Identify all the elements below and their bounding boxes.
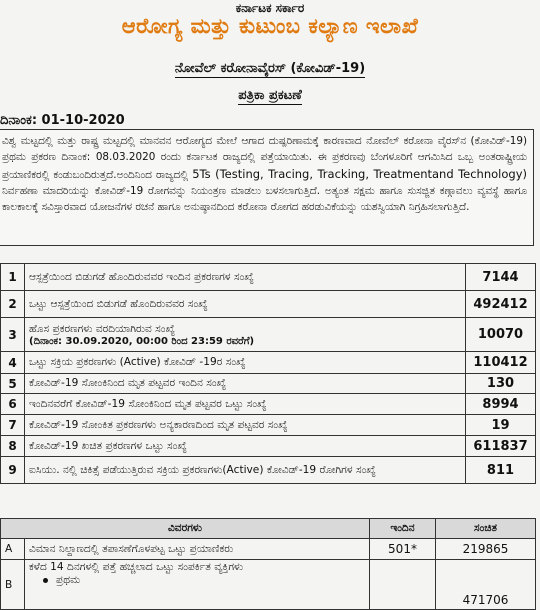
stats-row-value: 8994 (466, 394, 536, 415)
press-release-heading (0, 88, 540, 103)
details-row-label: ವಿಮಾನ ನಿಲ್ದಾಣದಲ್ಲಿ ತಪಾಸಣೆಗೊಳಪಟ್ಟ ಒಟ್ಟು ಪ್ರಯಾಣಿಕರು (25, 539, 370, 560)
stats-row-number: 2 (1, 291, 25, 318)
details-header: ವಿವರಗಳು (1, 519, 370, 539)
intro-english-5ts: 5Ts (Testing, Tracing, Tracking, Treatmentand Technology) (192, 166, 527, 181)
stats-row-label: ಐಸಿಯು. ನಲ್ಲಿ ಚಿಕಿತ್ಸೆ ಪಡೆಯುತ್ತಿರುವ ಸಕ್ರಿಯ ಪ್ರಕರಣಗಳು(Active) ಕೋವಿಡ್-19 ರೋಗಿಗಳ ಸಂಖ್ಯೆ (25, 457, 466, 484)
stats-row (1, 264, 536, 291)
details-row-letter: B (1, 560, 25, 610)
details-row (1, 560, 536, 610)
bullet-item (43, 574, 365, 587)
stats-row-number: 4 (1, 352, 25, 374)
details-row-total: 219865 (436, 539, 536, 560)
intro-part2: ನಿರ್ವಹಣಾ ಮಾದರಿಯನ್ನು ಕೋವಿಡ್-19 ರೋಗವನ್ನು ನಿಯಂತ್ರಣ ಮಾಡಲು ಬಳಸಲಾಗುತ್ತಿದೆ. ಅತ್ಯಂತ ಸಕ್ಷಮ ಹಾಗೂ ಸುಸಜ್ಜಿತ ಕಣ್ಗಾವಲು ವ್ಯವಸ್ಥೆ ಹಾಗೂ ಕಾಲಕಾಲಕ್ಕೆ ಸವಿಸ್ತಾರವಾದ ಯೋಜನೆಗಳ ರಚನೆ ಹಾಗೂ ಅನುಷ್ಠಾನದಿಂದ ಕರೋನಾ ರೋಗದ ಹರಡುವಿಕೆಯನ್ನು ಯಶಸ್ವಿಯಾಗಿ ನಿಗ್ರಹಿಸಲಾಗುತ್ತಿದೆ. (2, 184, 527, 214)
stats-row (1, 457, 536, 484)
bullet-icon (43, 578, 48, 583)
stats-row-label: ಒಟ್ಟು ಸಕ್ರಿಯ ಪ್ರಕರಣಗಳು (Active) ಕೋವಿಡ್ -19ರ ಸಂಖ್ಯೆ (25, 352, 466, 374)
details-row-label: ಕಳೆದ 14 ದಿನಗಳಲ್ಲಿ ಪತ್ತೆ ಹಚ್ಚಲಾದ ಒಟ್ಟು ಸಂಪರ್ಕಿತ ವ್ಯಕ್ತಿಗಳು (29, 561, 244, 573)
covid-subtitle-text: ನೋವೆಲ್ ಕರೋನಾವೈರಸ್ (ಕೋವಿಡ್-19) (174, 61, 366, 76)
stats-row-label: ಒಟ್ಟು ಆಸ್ಪತ್ರೆಯಿಂದ ಬಿಡುಗಡೆ ಹೊಂದಿರುವವರ ಸಂಖ್ಯೆ (25, 291, 466, 318)
details-header-row (1, 519, 536, 539)
details-row-letter: A (1, 539, 25, 560)
stats-row-label: ಹೊಸ ಪ್ರಕರಣಗಳು ವರದಿಯಾಗಿರುವ ಸಂಖ್ಯೆ (29, 322, 176, 335)
govt-name: ಕರ್ನಾಟಕ ಸರ್ಕಾರ (235, 1, 305, 15)
stats-row-value: 10070 (466, 318, 536, 352)
bullet-label: ಪ್ರಥಮ (56, 574, 81, 586)
stats-row-value: 611837 (466, 436, 536, 457)
stats-row-number: 7 (1, 415, 25, 436)
stats-row-label: ಇಂದಿನವರೆಗೆ ಕೋವಿಡ್-19 ಸೋಂಕಿನಿಂದ ಮೃತ ಪಟ್ಟವರ ಒಟ್ಟು ಸಂಖ್ಯೆ (25, 394, 466, 415)
stats-table (0, 263, 536, 484)
details-row-label-cell (25, 560, 370, 610)
stats-row (1, 352, 536, 374)
press-release-text: ಪತ್ರಿಕಾ ಪ್ರಕಟಣೆ (238, 88, 302, 103)
intro-part1: ವಿಶ್ವ ಮಟ್ಟದಲ್ಲಿ ಮತ್ತು ರಾಷ್ಟ್ರ ಮಟ್ಟದಲ್ಲಿ ಮಾನವನ ಆರೋಗ್ಯದ ಮೇಲೆ ಆಗಾದ ದುಷ್ಪರಿಣಾಮಕ್ಕೆ ಕಾರಣವಾದ ನೋವೆಲ್ ಕರೋನಾ ವೈರಸ್‌ನ (ಕೋವಿಡ್-19) ಪ್ರಥಮ ಪ್ರಕರಣ ದಿನಾಂಕ: 08.03.2020 ರಂದು ಕರ್ನಾಟಕ ರಾಜ್ಯದಲ್ಲಿ ಪತ್ತೆಯಾಯಿತು. ಈ ಪ್ರಕರಣವು ಬೆಂಗಳೂರಿಗೆ ಆಗಮಿಸಿದ ಒಬ್ಬ ಅಂತರಾಷ್ಟ್ರೀಯ ಪ್ರಯಾಣಿಕರಲ್ಲಿ ಕಂಡುಬಂದಿರುತ್ತದೆ.ಅಂದಿನಿಂದ ರಾಜ್ಯದಲ್ಲಿ (2, 135, 527, 181)
stats-row-label: ಕೋವಿಡ್-19 ಸೋಂಕಿತ ಪ್ರಕರಣಗಳು ಅನ್ಯಕಾರಣದಿಂದ ಮೃತ ಪಟ್ಟವರ ಸಂಖ್ಯೆ (25, 415, 466, 436)
stats-row-value: 492412 (466, 291, 536, 318)
stats-row-number: 5 (1, 374, 25, 394)
stats-row-label: ಆಸ್ಪತ್ರೆಯಿಂದ ಬಿಡುಗಡೆ ಹೊಂದಿರುವವರ ಇಂದಿನ ಪ್ರಕರಣಗಳ ಸಂಖ್ಯೆ (25, 264, 466, 291)
stats-row (1, 394, 536, 415)
stats-row (1, 436, 536, 457)
stats-row-number: 6 (1, 394, 25, 415)
stats-row (1, 415, 536, 436)
covid-subtitle (0, 61, 540, 76)
details-row (1, 539, 536, 560)
details-row-total: 471706 (436, 560, 536, 610)
release-date: ದಿನಾಂಕ: 01-10-2020 (0, 113, 125, 128)
stats-row-value: 130 (466, 374, 536, 394)
stats-row-label: ಕೋವಿಡ್-19 ಸೋಂಕಿನಿಂದ ಮೃತ ಪಟ್ಟವರ ಇಂದಿನ ಸಂಖ್ಯೆ (25, 374, 466, 394)
total-header: ಸಂಚಿತ (436, 519, 536, 539)
stats-row-number: 1 (1, 264, 25, 291)
stats-row-number: 9 (1, 457, 25, 484)
today-header: ಇಂದಿನ (370, 519, 436, 539)
stats-row-label: ಕೋವಿಡ್-19 ಖಚಿತ ಪ್ರಕರಣಗಳ ಒಟ್ಟು ಸಂಖ್ಯೆ (25, 436, 466, 457)
stats-row (1, 318, 536, 352)
intro-paragraph (0, 129, 534, 246)
stats-row-number: 3 (1, 318, 25, 352)
details-row-today (370, 560, 436, 610)
stats-row (1, 291, 536, 318)
stats-row-value: 110412 (466, 352, 536, 374)
stats-row-value: 7144 (466, 264, 536, 291)
stats-row-number: 8 (1, 436, 25, 457)
stats-row-sublabel: (ದಿನಾಂಕ: 30.09.2020, 00:00 ರಿಂದ 23:59 ರವರೆಗೆ) (29, 335, 255, 347)
stats-row-label-cell (25, 318, 466, 352)
details-row-today: 501* (370, 539, 436, 560)
department-title: ಆರೋಗ್ಯ ಮತ್ತು ಕುಟುಂಬ ಕಲ್ಯಾಣ ಇಲಾಖೆ (121, 14, 419, 38)
stats-row-value: 811 (466, 457, 536, 484)
stats-row-value: 19 (466, 415, 536, 436)
stats-row (1, 374, 536, 394)
details-table (0, 518, 536, 610)
